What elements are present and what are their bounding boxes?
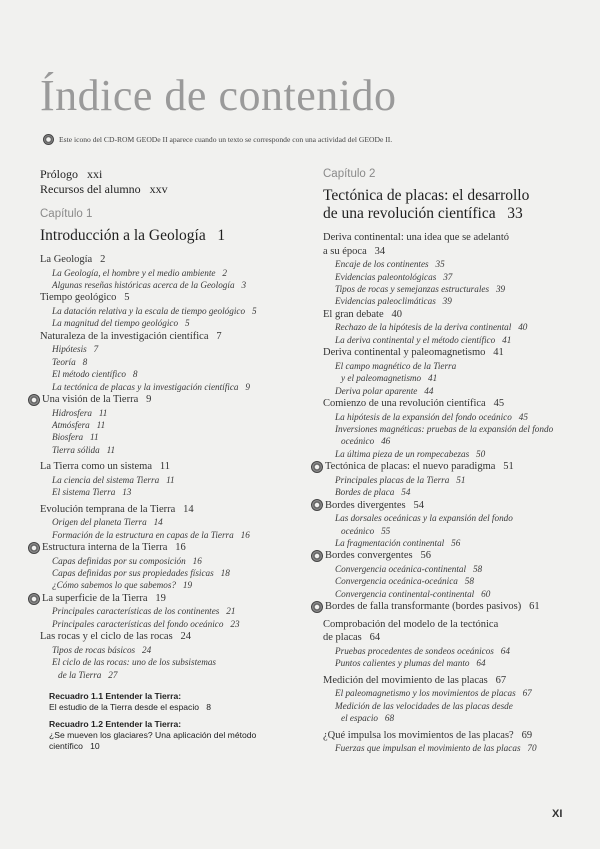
toc-subentry[interactable] (40, 486, 292, 498)
toc-entry-text: Comienzo de una revolución científica (323, 398, 486, 410)
toc-entry[interactable] (40, 460, 292, 474)
toc-page-number: 27 (108, 669, 118, 680)
toc-page-number: 58 (464, 576, 474, 587)
toc-page-number: 14 (183, 503, 194, 515)
toc-entry-text: Medición del movimiento de las placas (323, 674, 488, 686)
toc-page-number: 40 (391, 308, 403, 320)
chapter-1-boxes (40, 691, 292, 752)
toc-entry[interactable] (323, 631, 563, 645)
chapter-1-entries (40, 253, 292, 681)
toc-page-number: 54 (401, 487, 411, 498)
toc-subentry[interactable] (40, 555, 292, 567)
toc-entry[interactable] (323, 397, 563, 411)
toc-entry-text: El campo magnético de la Tierra (335, 360, 457, 371)
toc-page-number: 39 (442, 296, 452, 307)
toc-subentry[interactable] (323, 712, 563, 724)
toc-page-number: 11 (98, 407, 108, 418)
toc-subentry[interactable] (323, 271, 563, 283)
toc-page-number: 67 (495, 674, 507, 686)
toc-entry-text: Capas definidas por sus propiedades físicas (52, 568, 214, 579)
toc-subentry[interactable] (40, 431, 292, 443)
toc-page-number: 5 (184, 318, 190, 329)
toc-page-number: 64 (369, 632, 381, 644)
toc-subentry[interactable] (40, 644, 292, 656)
toc-subentry[interactable] (323, 645, 563, 657)
toc-subentry[interactable] (323, 512, 563, 524)
toc-entry-text: Las dorsales oceánicas y la expansión del fondo (335, 513, 513, 524)
toc-page-number: 56 (451, 538, 461, 549)
toc-page-number: 61 (529, 601, 540, 613)
toc-entry-text: Naturaleza de la investigación científica (40, 330, 209, 342)
toc-page-number: 19 (155, 592, 166, 604)
toc-entry-text: Inversiones magnéticas: pruebas de la expansión del fondo (335, 424, 554, 435)
toc-subentry[interactable] (40, 419, 292, 431)
toc-subentry[interactable] (323, 385, 563, 397)
toc-entry-text: Deriva polar aparente (335, 385, 418, 396)
toc-entry-text: Medición de las velocidades de las placas desde (335, 700, 513, 711)
toc-entry-text: Fuerzas que impulsan el movimiento de las placas (335, 743, 521, 754)
page-title: Índice de contenido (40, 71, 397, 120)
toc-entry-text: La fragmentación continental (335, 538, 445, 549)
cd-rom-icon (311, 499, 323, 511)
toc-page-number: 11 (96, 420, 106, 431)
toc-entry-text: Bordes de placa (335, 487, 395, 498)
toc-page-number: 54 (413, 499, 424, 511)
toc-page-number: 46 (381, 436, 391, 447)
toc-subentry[interactable] (323, 411, 563, 423)
toc-page-number: 44 (424, 385, 434, 396)
toc-entry-text: La Geología, el hombre y el medio ambiente (52, 267, 216, 278)
toc-entry[interactable] (40, 291, 292, 305)
toc-page-number: 16 (192, 555, 202, 566)
toc-entry-text: Estructura interna de la Tierra (42, 542, 168, 554)
toc-entry-text: Tierra sólida (52, 444, 100, 455)
toc-subentry[interactable] (40, 407, 292, 419)
toc-entry-text: Tipos de rocas y semejanzas estructurales (335, 284, 490, 294)
toc-page-number: 18 (220, 568, 230, 579)
toc-entry-text: ¿Qué impulsa los movimientos de las placas? (323, 729, 514, 741)
toc-entry[interactable] (40, 630, 292, 644)
toc-page-number: 19 (182, 580, 193, 591)
cd-rom-icon (28, 542, 40, 554)
toc-entry[interactable] (40, 393, 292, 407)
toc-page-number: 41 (428, 373, 438, 384)
toc-entry-text: Tiempo geológico (40, 292, 117, 304)
toc-entry[interactable] (323, 245, 563, 259)
toc-subentry[interactable] (323, 423, 563, 435)
toc-entry-text: oceánico (341, 525, 375, 536)
cd-rom-note (43, 134, 563, 145)
toc-page-number: 5 (251, 306, 257, 316)
toc-entry-text: Puntos calientes y plumas del manto (335, 658, 470, 669)
toc-entry-text: El ciclo de las rocas: uno de los subsistemas (52, 657, 216, 668)
toc-page-number: 16 (175, 542, 186, 554)
toc-subentry[interactable] (40, 279, 292, 291)
toc-entry-text: Tectónica de placas: el nuevo paradigma (325, 461, 496, 473)
toc-entry[interactable] (40, 541, 292, 555)
toc-entry-text: Comprobación del modelo de la tectónica (323, 618, 499, 630)
toc-entry-text: La hipótesis de la expansión del fondo oceánico (335, 411, 512, 422)
toc-page-number: 50 (476, 448, 486, 459)
toc-subentry[interactable] (40, 368, 292, 380)
toc-page-number: 24 (142, 644, 152, 655)
toc-entry[interactable] (40, 503, 292, 517)
toc-entry-text: Pruebas procedentes de sondeos oceánicos (335, 646, 494, 657)
toc-subentry[interactable] (323, 525, 563, 537)
toc-entry[interactable] (323, 600, 563, 614)
toc-entry[interactable] (323, 549, 563, 563)
toc-page-number: 14 (153, 517, 163, 528)
toc-entry-text: ¿Cómo sabemos lo que sabemos? (52, 580, 177, 591)
cd-rom-icon (28, 394, 40, 406)
toc-entry-text: Bordes divergentes (325, 499, 406, 511)
toc-subentry[interactable] (40, 267, 292, 279)
toc-entry-text: Bordes convergentes (325, 550, 413, 562)
toc-subentry[interactable] (40, 529, 292, 541)
toc-entry-text: y el paleomagnetismo (341, 373, 422, 384)
toc-subentry[interactable] (323, 360, 563, 372)
toc-page-number: 5 (124, 292, 130, 304)
toc-entry-text: Evidencias paleoclimáticas (335, 296, 436, 307)
chapter-2-title[interactable]: Tectónica de placas: el desarrollo de una revolución científica 33 (323, 187, 530, 222)
toc-page-number: 64 (476, 658, 486, 669)
toc-entry-text: Deriva continental y paleomagnetismo (323, 347, 486, 359)
toc-subentry[interactable] (323, 700, 563, 712)
toc-page-number: 45 (493, 398, 505, 410)
toc-entry-text: Una visión de la Tierra (42, 394, 139, 406)
box-1-1[interactable]: Recuadro 1.1 Entender la Tierra: El estudio de la Tierra desde el espacio 8 (49, 691, 211, 713)
toc-subentry[interactable] (40, 474, 292, 486)
toc-subentry[interactable] (40, 305, 292, 317)
toc-subentry[interactable] (323, 372, 563, 384)
toc-subentry[interactable] (40, 605, 292, 617)
toc-front-recursos[interactable]: Recursos del alumno xxv (40, 182, 168, 196)
toc-entry[interactable] (323, 729, 563, 743)
toc-subentry[interactable] (323, 295, 563, 307)
toc-entry-text: Algunas reseñas históricas acerca de la Geología (52, 280, 235, 290)
cd-rom-icon (28, 593, 40, 605)
toc-subentry[interactable] (40, 444, 292, 456)
toc-entry-text: Convergencia oceánica-oceánica (335, 576, 458, 587)
toc-page-number: 3 (241, 280, 247, 290)
toc-entry-text: La magnitud del tiempo geológico (52, 318, 179, 329)
toc-entry-text: La última pieza de un rompecabezas (335, 448, 470, 459)
toc-subentry[interactable] (323, 537, 563, 549)
cd-rom-icon (311, 601, 323, 613)
toc-subentry[interactable] (323, 258, 563, 270)
toc-entry-text: La Geología (40, 254, 93, 265)
toc-entry-text: el espacio (341, 713, 378, 724)
toc-page-number: 69 (521, 729, 533, 741)
toc-page-number: 34 (374, 245, 386, 257)
cd-rom-icon (311, 550, 323, 562)
toc-subentry[interactable] (323, 321, 563, 333)
toc-entry[interactable] (323, 674, 563, 688)
toc-page-number: 41 (493, 347, 504, 359)
toc-page-number: 51 (503, 461, 514, 473)
page-number: XI (552, 808, 563, 820)
toc-page-number: 13 (122, 487, 132, 498)
toc-entry-text: Principales placas de la Tierra (335, 474, 450, 485)
toc-subentry[interactable] (323, 575, 563, 587)
toc-entry-text: La ciencia del sistema Tierra (52, 474, 160, 485)
toc-subentry[interactable] (40, 317, 292, 329)
toc-page-number: 56 (420, 550, 431, 562)
toc-subentry[interactable] (323, 563, 563, 575)
toc-entry-text: Teoría (52, 356, 76, 367)
toc-page-number: 2 (100, 254, 106, 265)
toc-entry-text: de placas (323, 632, 362, 644)
toc-page-number: 41 (502, 334, 512, 345)
toc-page-number: 11 (166, 474, 175, 485)
toc-subentry[interactable] (323, 474, 563, 486)
toc-right-column (323, 167, 563, 755)
toc-entry-text: Capas definidas por su composición (52, 555, 186, 566)
toc-subentry[interactable] (40, 343, 292, 355)
toc-entry-text: oceánico (341, 436, 375, 447)
toc-subentry[interactable] (40, 656, 292, 668)
toc-page-number: 23 (230, 618, 240, 629)
toc-subentry[interactable] (323, 588, 563, 600)
toc-entry-text: Convergencia continental-continental (335, 588, 475, 599)
chapter-2-label: Capítulo 2 (323, 168, 376, 180)
toc-entry-text: Las rocas y el ciclo de las rocas (40, 631, 173, 643)
toc-page-number: 16 (240, 529, 250, 540)
cd-rom-note-text: Este icono del CD-ROM GEODe II aparece cuando un texto se corresponde con una actividad del GEODe II. (59, 135, 393, 144)
toc-subentry[interactable] (323, 334, 563, 346)
toc-page-number: 67 (522, 688, 532, 699)
toc-entry[interactable] (323, 346, 563, 360)
toc-subentry[interactable] (40, 381, 292, 393)
cd-rom-icon (43, 134, 54, 145)
toc-entry-text: Bordes de falla transformante (bordes pasivos) (325, 601, 522, 613)
toc-subentry[interactable] (40, 516, 292, 528)
toc-entry[interactable] (323, 231, 563, 245)
toc-entry-text: Encaje de los continentes (335, 259, 429, 270)
toc-page-number: 45 (518, 411, 528, 422)
toc-page-number: 37 (443, 271, 453, 282)
toc-entry-text: Tipos de rocas básicos (52, 644, 136, 655)
toc-subentry[interactable] (323, 486, 563, 498)
toc-entry-text: Hidrosfera (52, 407, 92, 418)
toc-entry[interactable] (40, 592, 292, 606)
chapter-1-label: Capítulo 1 (40, 208, 93, 220)
toc-subentry[interactable] (323, 742, 563, 754)
toc-page-number: 9 (245, 381, 250, 392)
toc-entry-text: Evolución temprana de la Tierra (40, 503, 176, 515)
toc-subentry[interactable] (40, 579, 292, 591)
toc-page-number: 60 (481, 588, 491, 599)
toc-page-number: 7 (216, 330, 222, 342)
toc-entry-text: El paleomagnetismo y los movimientos de placas (335, 688, 516, 699)
toc-entry-text: La Tierra como un sistema (40, 461, 152, 473)
toc-subentry[interactable] (323, 657, 563, 669)
toc-entry-text: Biosfera (52, 432, 84, 443)
toc-subentry[interactable] (40, 669, 292, 681)
toc-page-number: 68 (384, 713, 395, 724)
toc-entry-text: Deriva continental: una idea que se adelantó (323, 232, 510, 243)
toc-page-number: 58 (472, 564, 483, 575)
chapter-2-entries (323, 231, 563, 755)
toc-entry-text: El sistema Tierra (52, 487, 116, 498)
toc-subentry[interactable] (40, 618, 292, 630)
toc-page-number: 11 (90, 432, 99, 443)
box-1-2[interactable]: Recuadro 1.2 Entender la Tierra: ¿Se mueven los glaciares? Una aplicación del método científico 10 (49, 719, 257, 752)
toc-entry-text: Atmósfera (52, 420, 90, 431)
toc-entry-text: La deriva continental y el método científico (335, 334, 496, 345)
chapter-1-title[interactable]: Introducción a la Geología 1 (40, 227, 226, 244)
toc-page-number: 40 (518, 322, 528, 333)
toc-entry-text: El método científico (52, 369, 126, 380)
toc-entry[interactable] (323, 618, 563, 632)
toc-page-number: 11 (106, 444, 116, 455)
toc-page-number: 9 (146, 394, 152, 406)
toc-page-number: 35 (435, 259, 445, 270)
toc-page-number: 8 (132, 369, 138, 380)
toc-entry-text: Convergencia oceánica-continental (335, 564, 467, 575)
toc-entry-text: Hipótesis (52, 344, 87, 355)
toc-entry[interactable] (323, 460, 563, 474)
toc-subentry[interactable] (40, 356, 292, 368)
toc-page-number: 21 (226, 606, 236, 617)
toc-entry-text: La superficie de la Tierra (42, 592, 148, 604)
toc-entry[interactable] (40, 330, 292, 344)
toc-subentry[interactable] (323, 687, 563, 699)
toc-page-number: 55 (381, 525, 391, 536)
toc-subentry[interactable] (323, 448, 563, 460)
toc-entry-text: Rechazo de la hipótesis de la deriva continental (335, 322, 512, 333)
toc-page-number: 51 (456, 474, 466, 485)
toc-entry[interactable] (40, 253, 292, 267)
toc-front-prologo[interactable]: Prólogo xxi (40, 167, 103, 181)
toc-subentry[interactable] (40, 567, 292, 579)
toc-entry-text: Principales características de los continentes (52, 606, 220, 617)
toc-entry-text: Origen del planeta Tierra (52, 517, 147, 528)
toc-page-number: 70 (527, 743, 537, 754)
toc-left-column (40, 167, 292, 758)
toc-entry-text: de la Tierra (58, 669, 102, 680)
toc-entry-text: Evidencias paleontológicas (335, 271, 437, 282)
toc-entry-text: Principales características del fondo oceánico (52, 618, 224, 629)
toc-page-number: 24 (180, 631, 192, 643)
toc-page-number: 7 (93, 344, 99, 355)
toc-entry-text: La tectónica de placas y la investigación científica (52, 381, 239, 392)
toc-entry-text: La datación relativa y la escala de tiempo geológico (52, 306, 246, 316)
toc-entry-text: El gran debate (323, 308, 384, 320)
toc-page-number: 8 (82, 356, 88, 367)
toc-page-number: 64 (500, 646, 510, 657)
toc-page-number: 39 (495, 284, 506, 294)
toc-subentry[interactable] (323, 283, 563, 295)
toc-page-number: 2 (222, 267, 227, 278)
toc-entry-text: Formación de la estructura en capas de la Tierra (52, 529, 234, 540)
toc-page-number: 11 (159, 461, 170, 473)
toc-entry[interactable] (323, 499, 563, 513)
toc-entry[interactable] (323, 308, 563, 322)
cd-rom-icon (311, 461, 323, 473)
toc-subentry[interactable] (323, 435, 563, 447)
toc-entry-text: a su época (323, 245, 367, 257)
